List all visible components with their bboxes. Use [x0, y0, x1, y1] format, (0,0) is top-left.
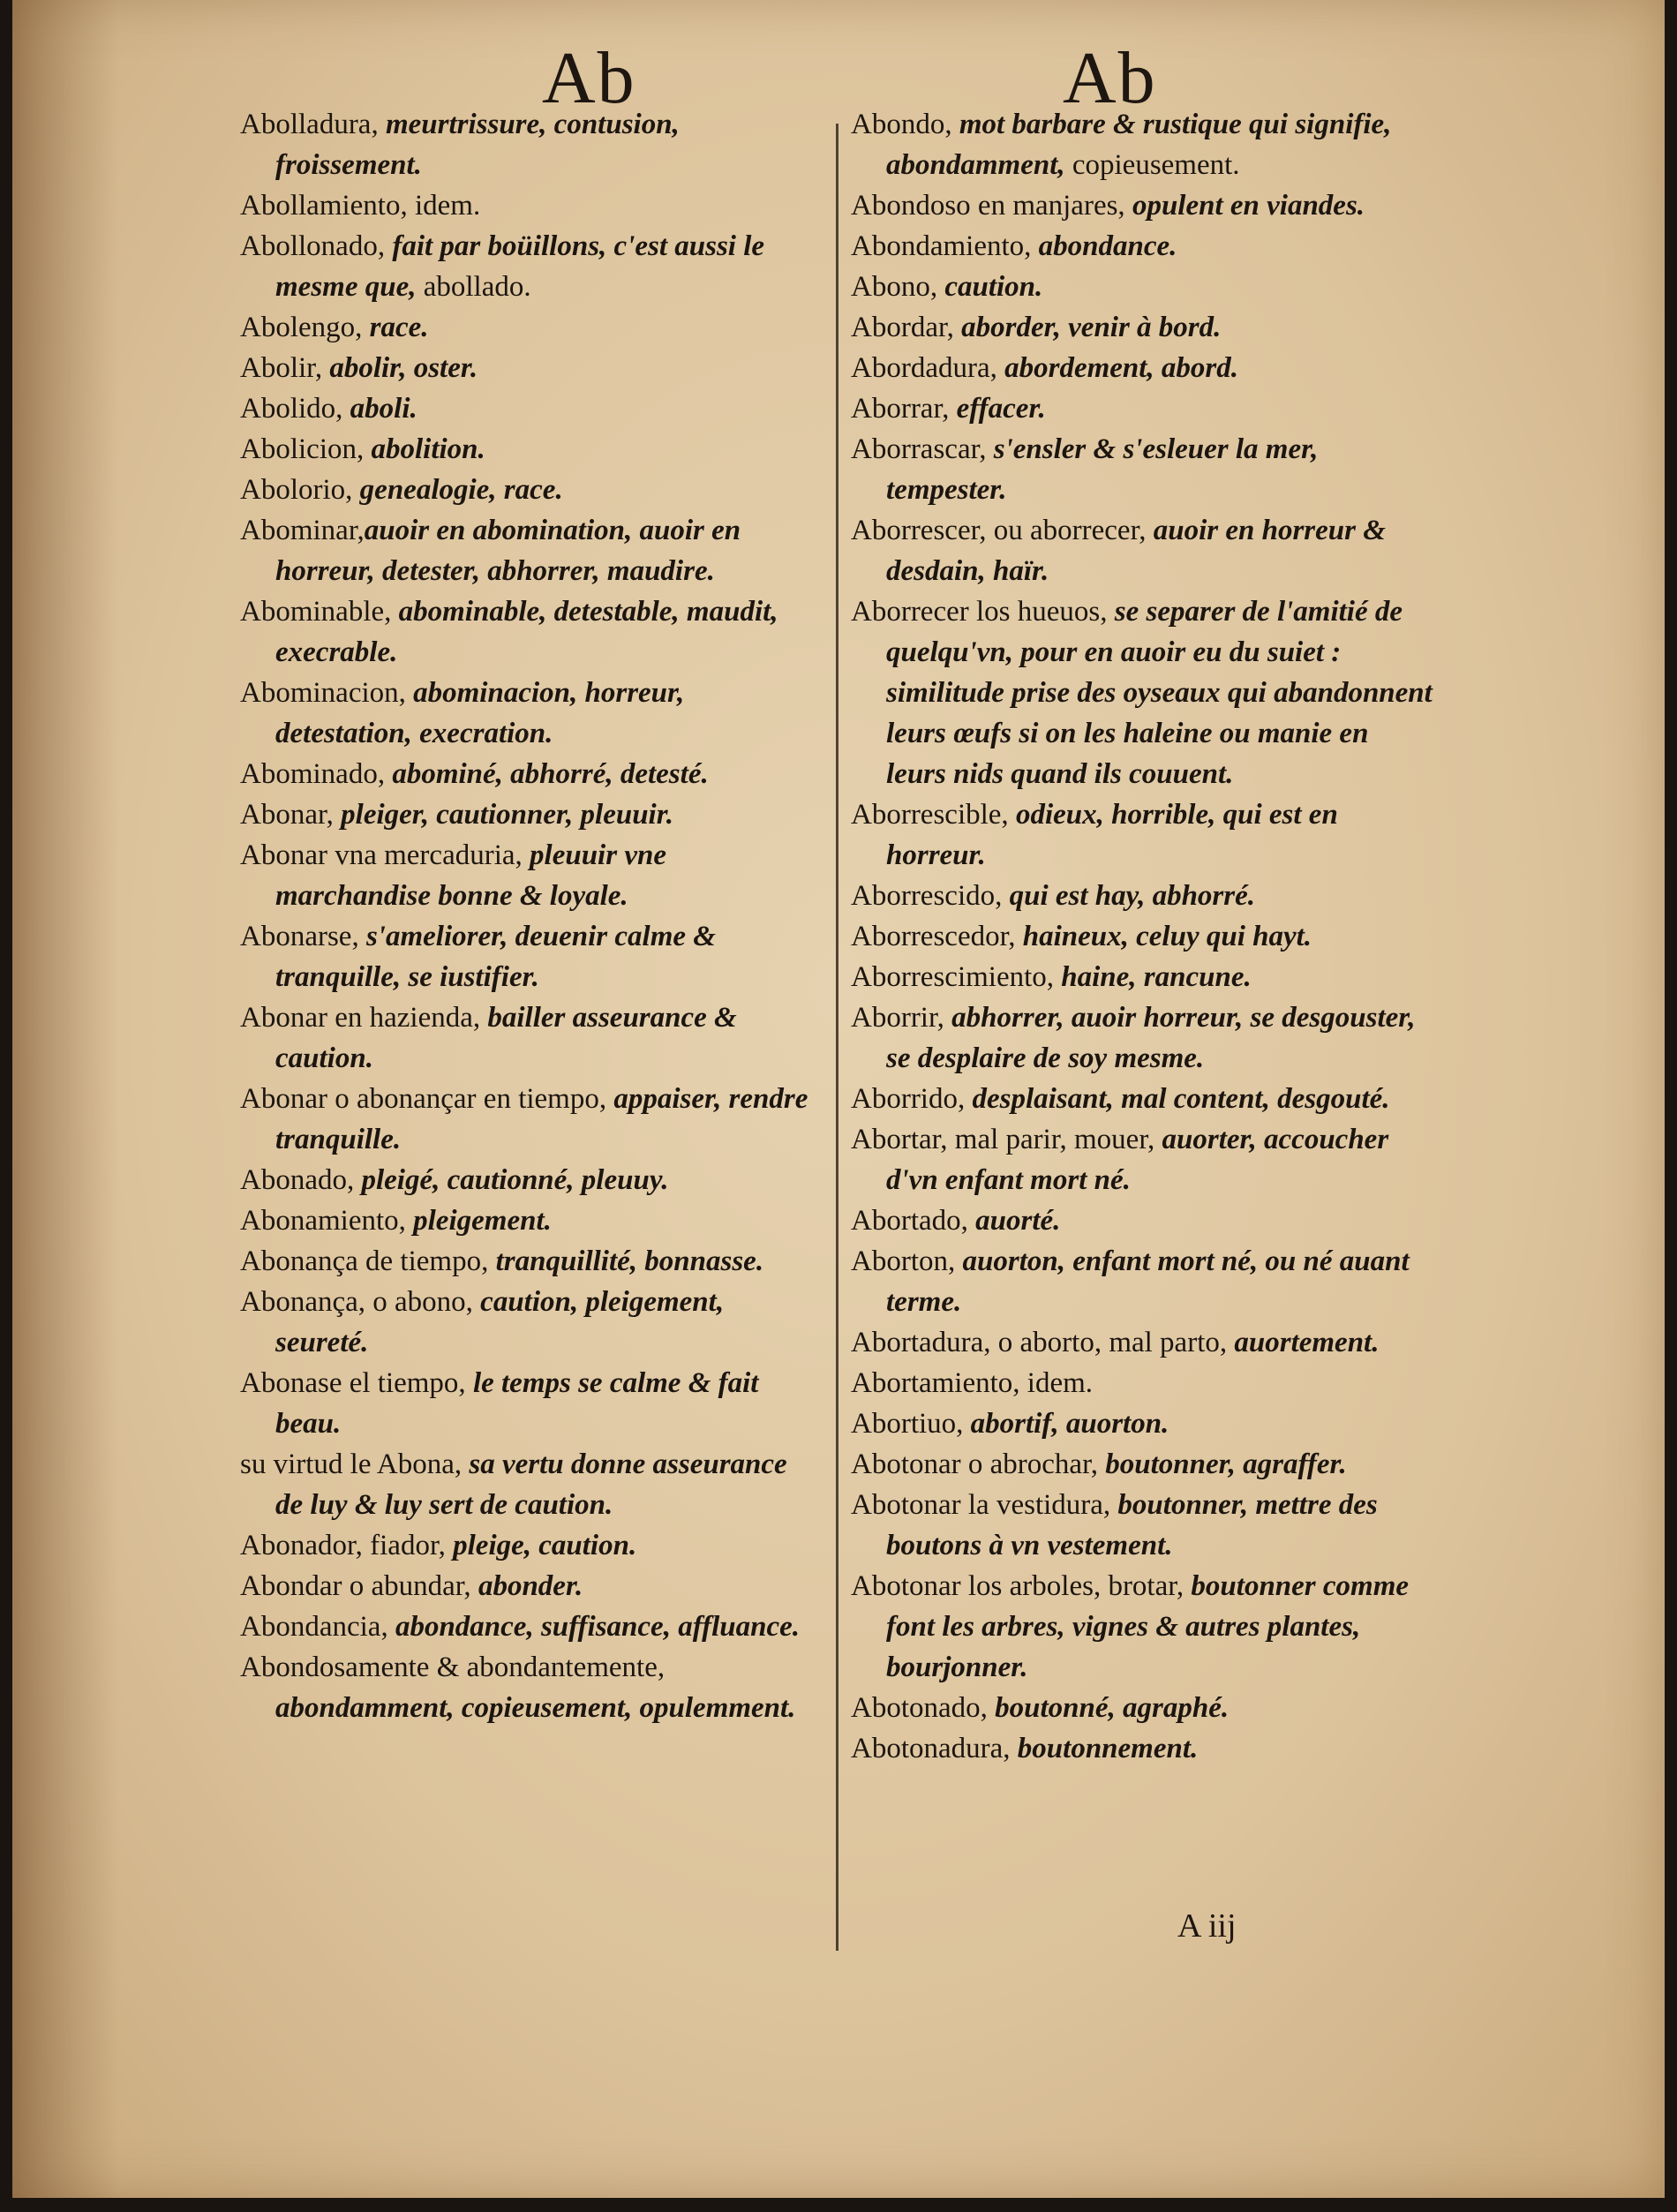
dictionary-entry	[240, 916, 814, 997]
definition: abominable, detestable, maudit, execrable.	[275, 596, 778, 668]
definition: le temps se calme & fait beau.	[275, 1367, 759, 1440]
headword: Abotonar la vestidura,	[851, 1489, 1111, 1521]
headword: Abollamiento, idem.	[240, 190, 481, 222]
headword: Abolengo,	[240, 312, 363, 343]
headword: Abotonado,	[851, 1692, 988, 1724]
left-column	[240, 104, 814, 1728]
dictionary-entry	[240, 429, 814, 470]
definition: auoir en horreur & desdain, haïr.	[886, 515, 1386, 587]
headword: Aborrescible,	[851, 799, 1009, 831]
dictionary-entry	[851, 591, 1433, 794]
definition: auorter, accoucher d'vn enfant mort né.	[886, 1124, 1389, 1196]
headword: Abondoso en manjares,	[851, 190, 1125, 222]
dictionary-entry	[851, 267, 1433, 307]
definition: genealogie, race.	[352, 474, 563, 506]
definition: boutonnement.	[1010, 1733, 1199, 1764]
headword: Abondo,	[851, 109, 952, 140]
definition: abominé, abhorré, detesté.	[385, 758, 709, 790]
headword: Abonado,	[240, 1164, 355, 1196]
dictionary-entry	[240, 1606, 814, 1647]
headword: Abonar en hazienda,	[240, 1002, 481, 1034]
dictionary-entry	[851, 510, 1433, 591]
definition: abhorrer, auoir horreur, se desgouster, se desplaire de soy mesme.	[886, 1002, 1416, 1074]
headword: Abotonar o abrochar,	[851, 1448, 1098, 1480]
dictionary-entry	[851, 1444, 1433, 1485]
dictionary-entry	[851, 916, 1433, 957]
definition: boutonné, agraphé.	[987, 1692, 1230, 1724]
headword: Abordar,	[851, 312, 954, 343]
dictionary-entry	[851, 957, 1433, 997]
headword: Abonador, fiador,	[240, 1530, 446, 1561]
definition: abortif, auorton.	[963, 1408, 1169, 1440]
headword: Abortadura, o aborto, mal parto,	[851, 1327, 1228, 1358]
headword: Abortamiento, idem.	[851, 1367, 1094, 1399]
dictionary-entry	[851, 1322, 1433, 1363]
definition-tail: abollado.	[416, 271, 531, 303]
headword: Abono,	[851, 271, 938, 303]
definition-tail: copieusement.	[1064, 149, 1240, 181]
dictionary-entry	[240, 835, 814, 916]
definition: sa vertu donne asseurance de luy & luy sert de caution.	[275, 1448, 787, 1521]
running-header-left: Ab	[542, 37, 636, 119]
dictionary-entry	[240, 1160, 814, 1200]
dictionary-entry	[240, 1079, 814, 1160]
definition: boutonner comme font les arbres, vignes & autres plantes, bourjonner.	[886, 1570, 1410, 1683]
definition: pleuuir vne marchandise bonne & loyale.	[275, 839, 666, 912]
headword: Abonase el tiempo,	[240, 1367, 466, 1399]
headword: Abonar vna mercaduria,	[240, 839, 523, 871]
definition: boutonner, mettre des boutons à vn vestement.	[886, 1489, 1378, 1561]
headword: Abondar o abundar,	[240, 1570, 471, 1602]
dictionary-entry	[851, 1241, 1433, 1322]
headword: Abominar,	[240, 515, 365, 546]
dictionary-entry	[240, 1241, 814, 1282]
definition: qui est hay, abhorré.	[1002, 880, 1256, 912]
dictionary-entry	[240, 1525, 814, 1566]
definition: abolir, oster.	[322, 352, 478, 384]
headword: Abotonar los arboles, brotar,	[851, 1570, 1184, 1602]
definition: auoir en abomination, auoir en horreur, detester, abhorrer, maudire.	[275, 515, 741, 587]
dictionary-entry	[240, 104, 814, 185]
dictionary-page	[12, 0, 1665, 2198]
definition: pleiger, cautionner, pleuuir.	[333, 799, 673, 831]
definition: opulent en viandes.	[1124, 190, 1365, 222]
headword: Abonarse,	[240, 921, 359, 952]
dictionary-entry	[240, 226, 814, 307]
dictionary-entry	[240, 185, 814, 226]
right-column	[851, 104, 1433, 1769]
headword: Aborton,	[851, 1245, 956, 1277]
headword: Abonança de tiempo,	[240, 1245, 489, 1277]
headword: Aborrecer los hueuos,	[851, 596, 1108, 628]
headword: Abordadura,	[851, 352, 997, 384]
headword: Abonar,	[240, 799, 334, 831]
definition: abondance.	[1031, 230, 1177, 262]
definition: abondamment, copieusement, opulemment.	[275, 1692, 796, 1724]
headword: Abominado,	[240, 758, 386, 790]
definition: abonder.	[470, 1570, 583, 1602]
dictionary-entry	[851, 1403, 1433, 1444]
definition: s'ensler & s'esleuer la mer, tempester.	[886, 433, 1319, 506]
definition: desplaisant, mal content, desgouté.	[965, 1083, 1390, 1115]
dictionary-entry	[240, 794, 814, 835]
headword: Aborrescimiento,	[851, 961, 1055, 993]
running-header-right: Ab	[1063, 37, 1157, 119]
dictionary-entry	[240, 1444, 814, 1525]
definition: abominacion, horreur, detestation, execration.	[275, 677, 685, 749]
dictionary-entry	[851, 997, 1433, 1079]
dictionary-entry	[851, 1728, 1433, 1769]
headword: su virtud le Abona,	[240, 1448, 462, 1480]
definition: se separer de l'amitié de quelqu'vn, pour en auoir eu du suiet : similitude prise des oyseaux qui abandonnent leurs œufs si on les haleine ou manie en leurs nids quand ils couuent.	[886, 596, 1433, 790]
headword: Abotonadura,	[851, 1733, 1011, 1764]
definition: haineux, celuy qui hayt.	[1015, 921, 1312, 952]
headword: Abondosamente & abondantemente,	[240, 1651, 666, 1683]
dictionary-entry	[240, 1282, 814, 1363]
dictionary-entry	[240, 470, 814, 510]
dictionary-entry	[851, 1363, 1433, 1403]
dictionary-entry	[851, 185, 1433, 226]
dictionary-entry	[851, 1200, 1433, 1241]
headword: Abolorio,	[240, 474, 353, 506]
definition: abondance, suffisance, affluance.	[387, 1611, 800, 1643]
headword: Abonar o abonançar en tiempo,	[240, 1083, 607, 1115]
headword: Abominacion,	[240, 677, 406, 709]
definition: caution, pleigement, seureté.	[275, 1286, 725, 1358]
headword: Abondamiento,	[851, 230, 1032, 262]
dictionary-entry	[240, 1566, 814, 1606]
definition: pleige, caution.	[445, 1530, 637, 1561]
dictionary-entry	[240, 997, 814, 1079]
dictionary-entry	[240, 348, 814, 388]
headword: Abondancia,	[240, 1611, 388, 1643]
headword: Aborrido,	[851, 1083, 966, 1115]
headword: Aborrascar,	[851, 433, 987, 465]
dictionary-entry	[851, 1119, 1433, 1200]
definition: auorton, enfant mort né, ou né auant terme.	[886, 1245, 1410, 1318]
dictionary-entry	[851, 1688, 1433, 1728]
headword: Abolir,	[240, 352, 323, 384]
definition: auortement.	[1227, 1327, 1380, 1358]
dictionary-entry	[851, 1485, 1433, 1566]
dictionary-entry	[851, 388, 1433, 429]
headword: Aborrescer, ou aborrecer,	[851, 515, 1147, 546]
definition: boutonner, agraffer.	[1097, 1448, 1347, 1480]
definition: aborder, venir à bord.	[953, 312, 1222, 343]
dictionary-entry	[851, 794, 1433, 876]
dictionary-entry	[240, 388, 814, 429]
headword: Aborrar,	[851, 393, 950, 425]
dictionary-entry	[240, 1647, 814, 1728]
definition: race.	[362, 312, 429, 343]
dictionary-entry	[851, 104, 1433, 185]
definition: s'ameliorer, deuenir calme & tranquille, se iustifier.	[275, 921, 716, 993]
definition: pleigé, cautionné, pleuuy.	[354, 1164, 669, 1196]
dictionary-entry	[240, 1200, 814, 1241]
definition: auorté.	[967, 1205, 1061, 1237]
definition: abolition.	[364, 433, 485, 465]
dictionary-entry	[851, 429, 1433, 510]
definition: odieux, horrible, qui est en horreur.	[886, 799, 1338, 871]
definition: aboli.	[342, 393, 417, 425]
dictionary-entry	[851, 1566, 1433, 1688]
dictionary-entry	[851, 307, 1433, 348]
definition: pleigement.	[405, 1205, 552, 1237]
signature-mark: A iij	[1177, 1907, 1237, 1945]
dictionary-entry	[240, 1363, 814, 1444]
headword: Abominable,	[240, 596, 392, 628]
headword: Abortado,	[851, 1205, 968, 1237]
definition: fait par boüillons, c'est aussi le mesme que,	[275, 230, 765, 303]
headword: Abolido,	[240, 393, 343, 425]
headword: Aborrir,	[851, 1002, 944, 1034]
definition: caution.	[937, 271, 1043, 303]
dictionary-entry	[851, 226, 1433, 267]
headword: Aborrescido,	[851, 880, 1003, 912]
gutter-shadow	[12, 0, 118, 2198]
definition: meurtrissure, contusion, froissement.	[275, 109, 680, 181]
headword: Aborrescedor,	[851, 921, 1016, 952]
definition: abordement, abord.	[996, 352, 1239, 384]
definition: effacer.	[949, 393, 1046, 425]
column-rule	[836, 124, 838, 1951]
headword: Abortar, mal parir, mouer,	[851, 1124, 1155, 1155]
dictionary-entry	[240, 510, 814, 591]
dictionary-entry	[240, 673, 814, 754]
definition: bailler asseurance & caution.	[275, 1002, 737, 1074]
definition: haine, rancune.	[1054, 961, 1252, 993]
definition: appaiser, rendre tranquille.	[275, 1083, 808, 1155]
dictionary-entry	[240, 307, 814, 348]
definition: tranquillité, bonnasse.	[488, 1245, 764, 1277]
headword: Abonamiento,	[240, 1205, 406, 1237]
dictionary-entry	[240, 591, 814, 673]
headword: Abortiuo,	[851, 1408, 964, 1440]
dictionary-entry	[851, 876, 1433, 916]
headword: Abolladura,	[240, 109, 379, 140]
headword: Abonança, o abono,	[240, 1286, 473, 1318]
dictionary-entry	[851, 348, 1433, 388]
dictionary-entry	[851, 1079, 1433, 1119]
headword: Abollonado,	[240, 230, 386, 262]
definition: mot barbare & rustique qui signifie, abondamment,	[886, 109, 1392, 181]
dictionary-entry	[240, 754, 814, 794]
headword: Abolicion,	[240, 433, 365, 465]
